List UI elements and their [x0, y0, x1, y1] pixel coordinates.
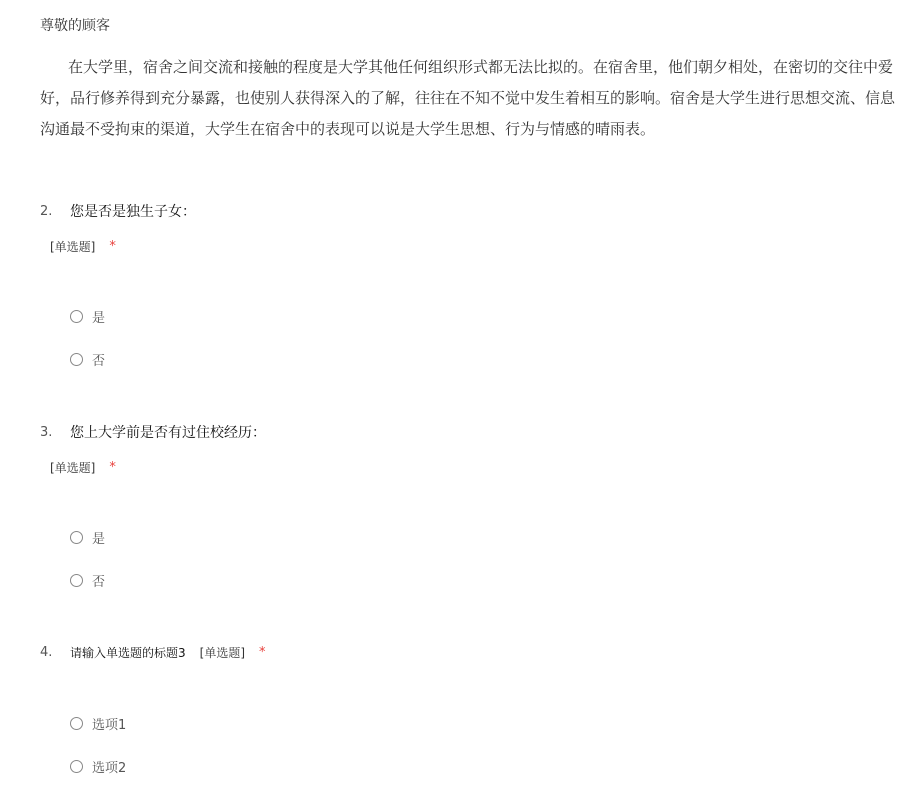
radio-button[interactable]: [70, 531, 83, 544]
radio-button[interactable]: [70, 353, 83, 366]
option-label: 是: [92, 311, 106, 326]
question-type-label: [单选题]: [50, 461, 96, 475]
intro-paragraph: 在大学里，宿舍之间交流和接触的程度是大学其他任何组织形式都无法比拟的。在宿舍里，他们朝夕相处，在密切的交往中爱好，品行修养得到充分暴露，也使别人获得深入的了解，往往在不知不觉中发生着相互的影响。宿舍是大学生进行思想交流、信息沟通最不受拘束的渠道，大学生在宿舍中的表现可以说是大学生思想、行为与情感的晴雨表。: [40, 58, 896, 138]
question-4-title-row: [40, 644, 266, 661]
option-label: 选项1: [92, 718, 127, 733]
radio-button[interactable]: [70, 717, 83, 730]
question-3-type-row: [50, 459, 116, 476]
question-title: 您是否是独生子女：: [70, 204, 196, 220]
option-label: 是: [92, 532, 106, 547]
question-type-label: [单选题]: [199, 646, 246, 660]
required-mark: *: [259, 645, 266, 660]
radio-button[interactable]: [70, 760, 83, 773]
question-type-label: [单选题]: [50, 240, 96, 254]
option-label: 否: [92, 354, 106, 369]
option-label: 否: [92, 575, 106, 590]
greeting-text: 尊敬的顾客: [40, 18, 110, 34]
question-4-option-1[interactable]: [70, 714, 126, 733]
question-2-title-row: [40, 201, 196, 221]
question-number: 2.: [40, 203, 53, 219]
option-label: 选项2: [92, 761, 127, 776]
question-3-title-row: [40, 422, 266, 442]
required-mark: *: [109, 239, 116, 254]
question-2-option-1[interactable]: [70, 307, 105, 326]
question-2-option-2[interactable]: [70, 350, 105, 369]
question-4-option-2[interactable]: [70, 757, 126, 776]
question-title: 请输入单选题的标题3: [70, 646, 186, 660]
required-mark: *: [109, 460, 116, 475]
question-3-option-2[interactable]: [70, 571, 105, 590]
question-3-option-1[interactable]: [70, 528, 105, 547]
question-2-type-row: [50, 238, 116, 255]
radio-button[interactable]: [70, 574, 83, 587]
radio-button[interactable]: [70, 310, 83, 323]
question-number: 3.: [40, 424, 53, 440]
question-number: 4.: [40, 645, 53, 660]
question-title: 您上大学前是否有过住校经历：: [70, 425, 266, 441]
